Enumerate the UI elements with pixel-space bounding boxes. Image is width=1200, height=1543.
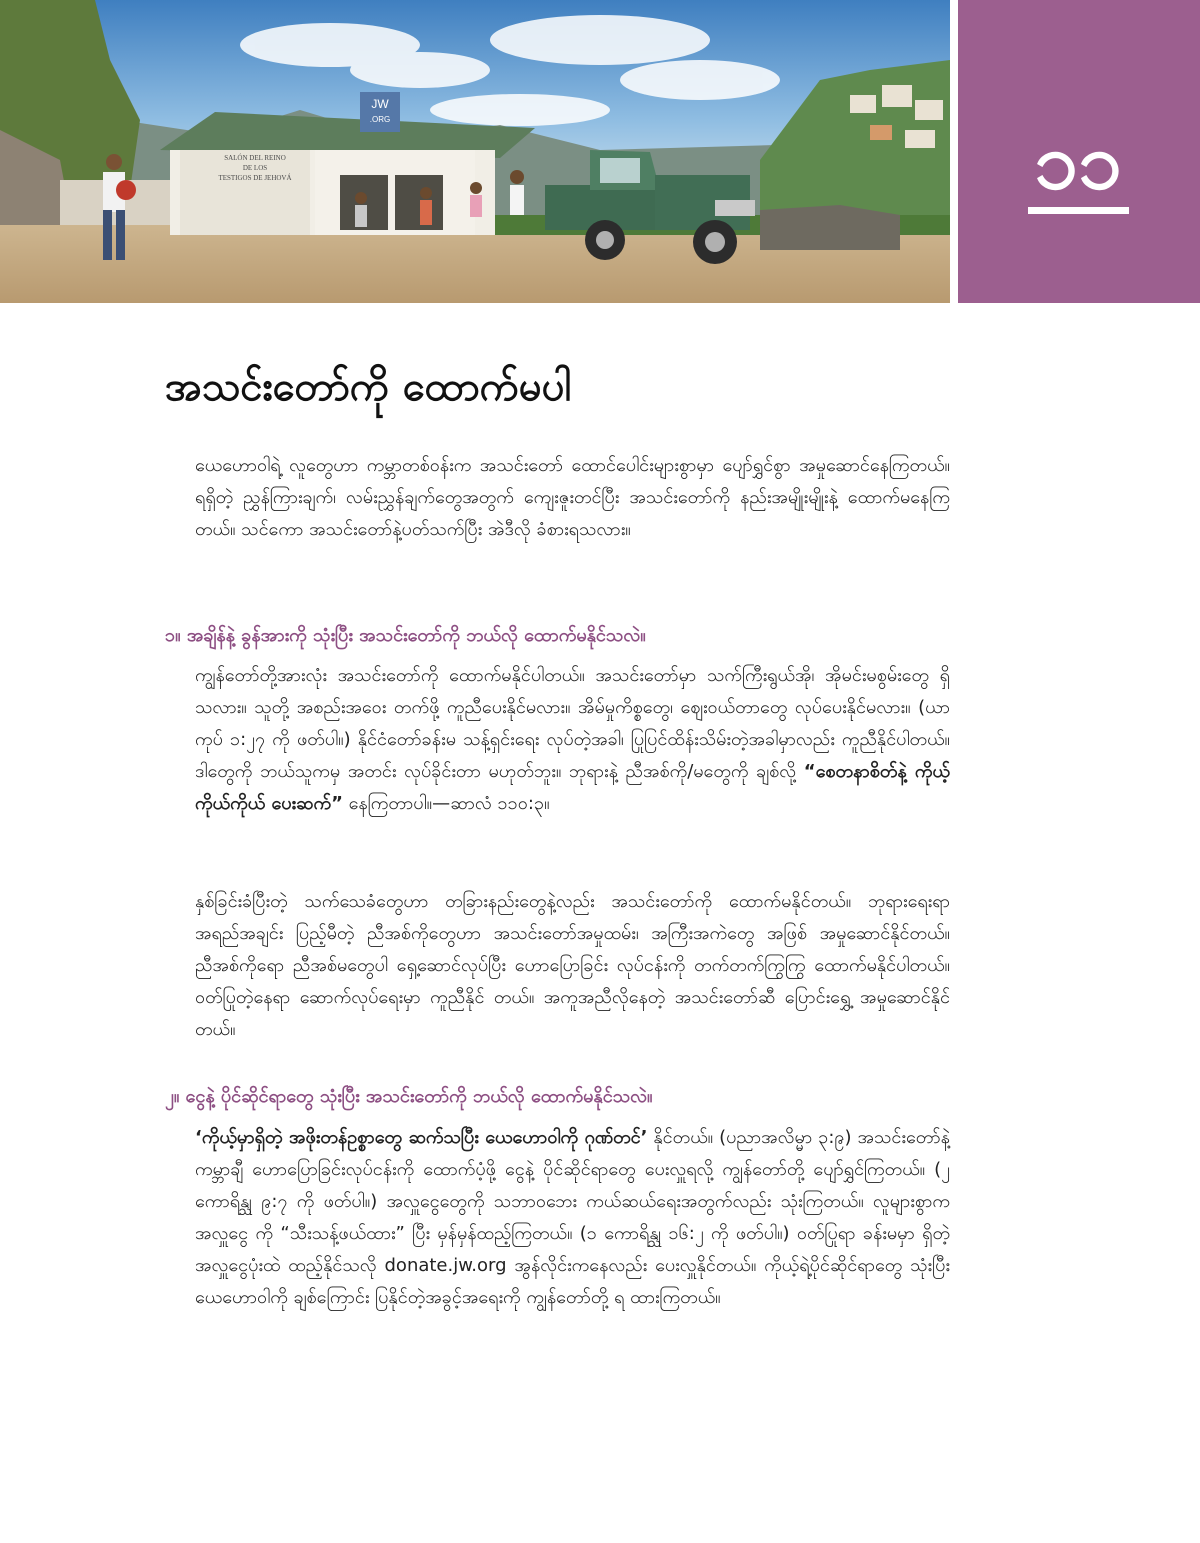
section-2-paragraph-1 bbox=[195, 1122, 950, 1314]
building-sign-line3: TESTIGOS DE JEHOVÁ bbox=[218, 174, 292, 182]
hero-illustration bbox=[0, 0, 950, 303]
section-1-paragraph-1-end: နေကြတာပါ။—ဆာလံ ၁၁၀:၃။ bbox=[342, 793, 550, 814]
question-1-heading: ၁။ အချိန်နဲ့ ခွန်အားကို သုံးပြီး အသင်းတော်ကို ဘယ်လို ထောက်မနိုင်သလဲ။ bbox=[165, 625, 646, 646]
section-2-paragraph-1-bold: ‘ကိုယ့်မှာရှိတဲ့ အဖိုးတန်ဥစ္စာတွေ ဆက်သပြီး ယေဟောဝါကို ဂုဏ်တင်’ bbox=[195, 1127, 648, 1148]
lesson-number-underline bbox=[1028, 207, 1129, 214]
building-sign-line2: DE LOS bbox=[242, 164, 268, 172]
section-1-paragraph-1-bold: “စေတနာစိတ်နဲ့ ကိုယ့်ကိုယ်ကိုယ် ပေးဆက်” bbox=[195, 761, 950, 814]
section-1-paragraph-2: နှစ်ခြင်းခံပြီးတဲ့ သက်သေခံတွေဟာ တခြားနည်းတွေနဲ့လည်း အသင်းတော်ကို ထောက်မနိုင်တယ်။ ဘုရားရေးရာအရည်အချင်း ပြည့်မီတဲ့ ညီအစ်ကိုတွေဟာ အသင်းတော်အမှုထမ်း၊ အကြီးအကဲတွေ အဖြစ် အမှုဆောင်နိုင်တယ်။ ညီအစ်ကိုရော ညီအစ်မတွေပါ ရှေ့ဆောင်လုပ်ပြီး ဟောပြောခြင်း လုပ်ငန်းကို တက်တက်ကြွကြွ ထောက်မနိုင်ပါတယ်။ ဝတ်ပြုတဲ့နေရာ ဆောက်လုပ်ရေးမှာ ကူညီနိုင် တယ်။ အကူအညီလိုနေတဲ့ အသင်းတော်ဆီ ပြောင်းရွှေ့ အမှုဆောင်နိုင်တယ်။ bbox=[195, 891, 950, 1040]
intro-paragraph: ယေဟောဝါရဲ့ လူတွေဟာ ကမ္ဘာတစ်ဝန်းက အသင်းတော် ထောင်ပေါင်းများစွာမှာ ပျော်ရွှင်စွာ အမှုဆောင်နေကြတယ်။ ရရှိတဲ့ ညွှန်ကြားချက်၊ လမ်းညွှန်ချက်တွေအတွက် ကျေးဇူးတင်ပြီး အသင်းတော်ကို နည်းအမျိုးမျိုးနဲ့ ထောက်မနေကြတယ်။ သင်ကော အသင်းတော်နဲ့ပတ်သက်ပြီး အဲဒီလို ခံစားရသလား။ bbox=[195, 455, 950, 540]
lesson-number-tab bbox=[958, 0, 1200, 303]
section-1-paragraph-1 bbox=[195, 660, 950, 820]
section-1-paragraph-1-text: ကျွန်တော်တို့အားလုံး အသင်းတော်ကို ထောက်မနိုင်ပါတယ်။ အသင်းတော်မှာ သက်ကြီးရွယ်အို၊ အိုမင်းမစွမ်းတွေ ရှိသလား။ သူတို့ အစည်းအဝေး တက်ဖို့ ကူညီပေးနိုင်မလား။ အိမ်မှုကိစ္စတွေ၊ ဈေးဝယ်တာတွေ လုပ်ပေးနိုင်မလား။ (ယာကုပ် ၁:၂၇ ကို ဖတ်ပါ။) နိုင်ငံတော်ခန်းမ သန့်ရှင်းရေး လုပ်တဲ့အခါ၊ ပြုပြင်ထိန်းသိမ်းတဲ့အခါမှာလည်း ကူညီနိုင်ပါတယ်။ ဒါတွေကို ဘယ်သူကမှ အတင်း လုပ်ခိုင်းတာ မဟုတ်ဘူး။ ဘုရားနဲ့ ညီအစ်ကို/မတွေကို ချစ်လို့ bbox=[195, 665, 950, 782]
page-title: အသင်းတော်ကို ထောက်မပါ bbox=[165, 364, 572, 410]
section-2-paragraph-1-text: နိုင်တယ်။ (ပညာအလိမ္မာ ၃:၉) အသင်းတော်နဲ့ ကမ္ဘာချီ ဟောပြောခြင်းလုပ်ငန်းကို ထောက်ပံ့ဖို့ ငွေနဲ့ ပိုင်ဆိုင်ရာတွေ ပေးလှူရလို့ ကျွန်တော်တို့ ပျော်ရွှင်ကြတယ်။ (၂ ကောရိန္သု ၉:၇ ကို ဖတ်ပါ။) အလှူငွေတွေကို သဘာဝဘေး ကယ်ဆယ်ရေးအတွက်လည်း သုံးကြတယ်။ လူများစွာက အလှူငွေ ကို “သီးသန့်ဖယ်ထား” ပြီး မှန်မှန်ထည့်ကြတယ်။ (၁ ကောရိန္သု ၁၆:၂ ကို ဖတ်ပါ။) ဝတ်ပြုရာ ခန်းမမှာ ရှိတဲ့ အလှူငွေပုံးထဲ ထည့်နိုင်သလို donate.jw.org အွန်လိုင်းကနေလည်း ပေးလှူနိုင်တယ်။ ကိုယ့်ရဲ့ပိုင်ဆိုင်ရာတွေ သုံးပြီး ယေဟောဝါကို ချစ်ကြောင်း ပြနိုင်တဲ့အခွင့်အရေးကို ကျွန်တော်တို့ ရ ထားကြတယ်။ bbox=[195, 1127, 950, 1308]
lesson-number: ၁၁ bbox=[1034, 117, 1122, 207]
jw-sign-line2: .ORG bbox=[369, 115, 391, 124]
question-2-heading: ၂။ ငွေနဲ့ ပိုင်ဆိုင်ရာတွေ သုံးပြီး အသင်းတော်ကို ဘယ်လို ထောက်မနိုင်သလဲ။ bbox=[165, 1086, 653, 1107]
rock-wall bbox=[760, 205, 900, 250]
jw-sign-line1: JW bbox=[371, 97, 389, 111]
building-sign-line1: SALÓN DEL REINO bbox=[224, 154, 286, 162]
